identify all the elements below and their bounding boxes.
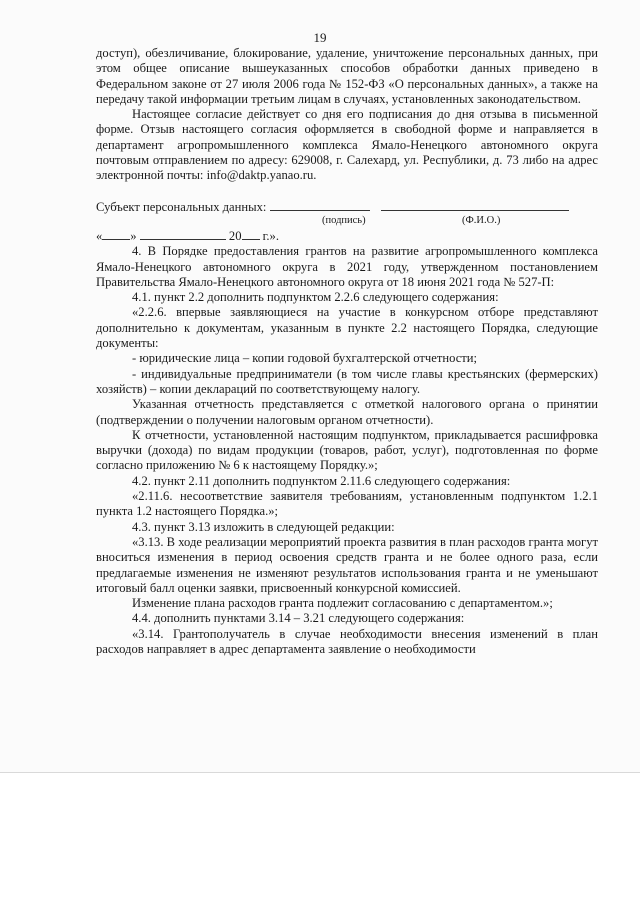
paragraph: 4.3. пункт 3.13 изложить в следующей редакции: (132, 519, 395, 534)
day-blank (102, 228, 130, 240)
document-body (96, 46, 598, 657)
paragraph: - юридические лица – копии годовой бухгалтерской отчетности; (132, 351, 478, 366)
name-blank (381, 199, 569, 211)
paragraph: «3.13. В ходе реализации мероприятий проекта развития в план расходов гранта могут вноситься изменения в период освоения средств гранта и не более одного раза, если предлагаемые изменения не изменяют результатов использования гранта и не уменьшают итоговый балл оценки заявки, присвоенный конкурсной комиссией. (96, 534, 598, 595)
paragraph: Настоящее согласие действует со дня его подписания до дня отзыва в письменной форме. Отзыв настоящего согласия оформляется в свободной форме и направляется в департамент агропромышленного комплекса Ямало-Ненецкого автономного округа почтовым отправлением по адресу: 629008, г. Салехард, ул. Республики, д. 73 либо на адрес электронной почты: info@daktp.yanao.ru. (96, 107, 598, 183)
paragraph: 4.1. пункт 2.2 дополнить подпунктом 2.2.6 следующего содержания: (132, 290, 499, 305)
paragraph: Указанная отчетность представляется с отметкой налогового органа о принятии (подтверждении о получении налоговым органом отчетности). (96, 397, 598, 427)
paragraph: «3.14. Грантополучатель в случае необходимости внесения изменений в план расходов направляет в адрес департамента заявление о необходимости (96, 626, 598, 656)
paragraph: - индивидуальные предприниматели (в том числе главы крестьянских (фермерских) хозяйств) – копии деклараций по соответствующему налогу. (96, 366, 598, 396)
signature-blank (270, 199, 370, 211)
month-blank (140, 228, 226, 240)
caption-signature: (подпись) (322, 214, 366, 226)
caption-name: (Ф.И.О.) (462, 214, 501, 226)
paragraph: «2.11.6. несоответствие заявителя требованиям, установленным подпунктом 1.2.1 пункта 1.2 настоящего Порядка.»; (96, 489, 598, 519)
paragraph: Изменение плана расходов гранта подлежит согласованию с департаментом.»; (132, 596, 553, 611)
paragraph: «2.2.6. впервые заявляющиеся на участие в конкурсном отборе представляют дополнительно к документам, указанным в пункте 2.2 настоящего Порядка, следующие документы: (96, 305, 598, 351)
page-number: 19 (313, 30, 327, 45)
year-blank (242, 228, 260, 240)
signature-captions (96, 215, 598, 228)
paragraph: К отчетности, установленной настоящим подпунктом, прикладывается расшифровка выручки (дохода) по видам продукции (товаров, работ, услуг), подготовленная по форме согласно приложению № 6 к настоящему Порядку.»; (96, 427, 598, 473)
date-line: « » 20 г.». (96, 228, 279, 243)
paragraph: доступ), обезличивание, блокирование, удаление, уничтожение персональных данных, при этом общее описание вышеуказанных способов обработки данных приведено в Федеральном законе от 27 июля 2006 года № 152-ФЗ «О персональных данных», а также на передачу такой информации третьим лицам в случаях, установленных законодательством. (96, 46, 598, 106)
paragraph: 4.4. дополнить пунктами 3.14 – 3.21 следующего содержания: (132, 611, 465, 626)
subject-label: Субъект персональных данных: (96, 199, 267, 214)
blank-margin (0, 773, 640, 905)
paragraph: 4. В Порядке предоставления грантов на развитие агропромышленного комплекса Ямало-Ненецкого автономного округа в 2021 году, утвержденном постановлением Правительства Ямало-Ненецкого автономного округа от 18 июня 2021 года № 527-П: (96, 244, 598, 289)
paragraph: 4.2. пункт 2.11 дополнить подпунктом 2.11.6 следующего содержания: (132, 473, 511, 488)
